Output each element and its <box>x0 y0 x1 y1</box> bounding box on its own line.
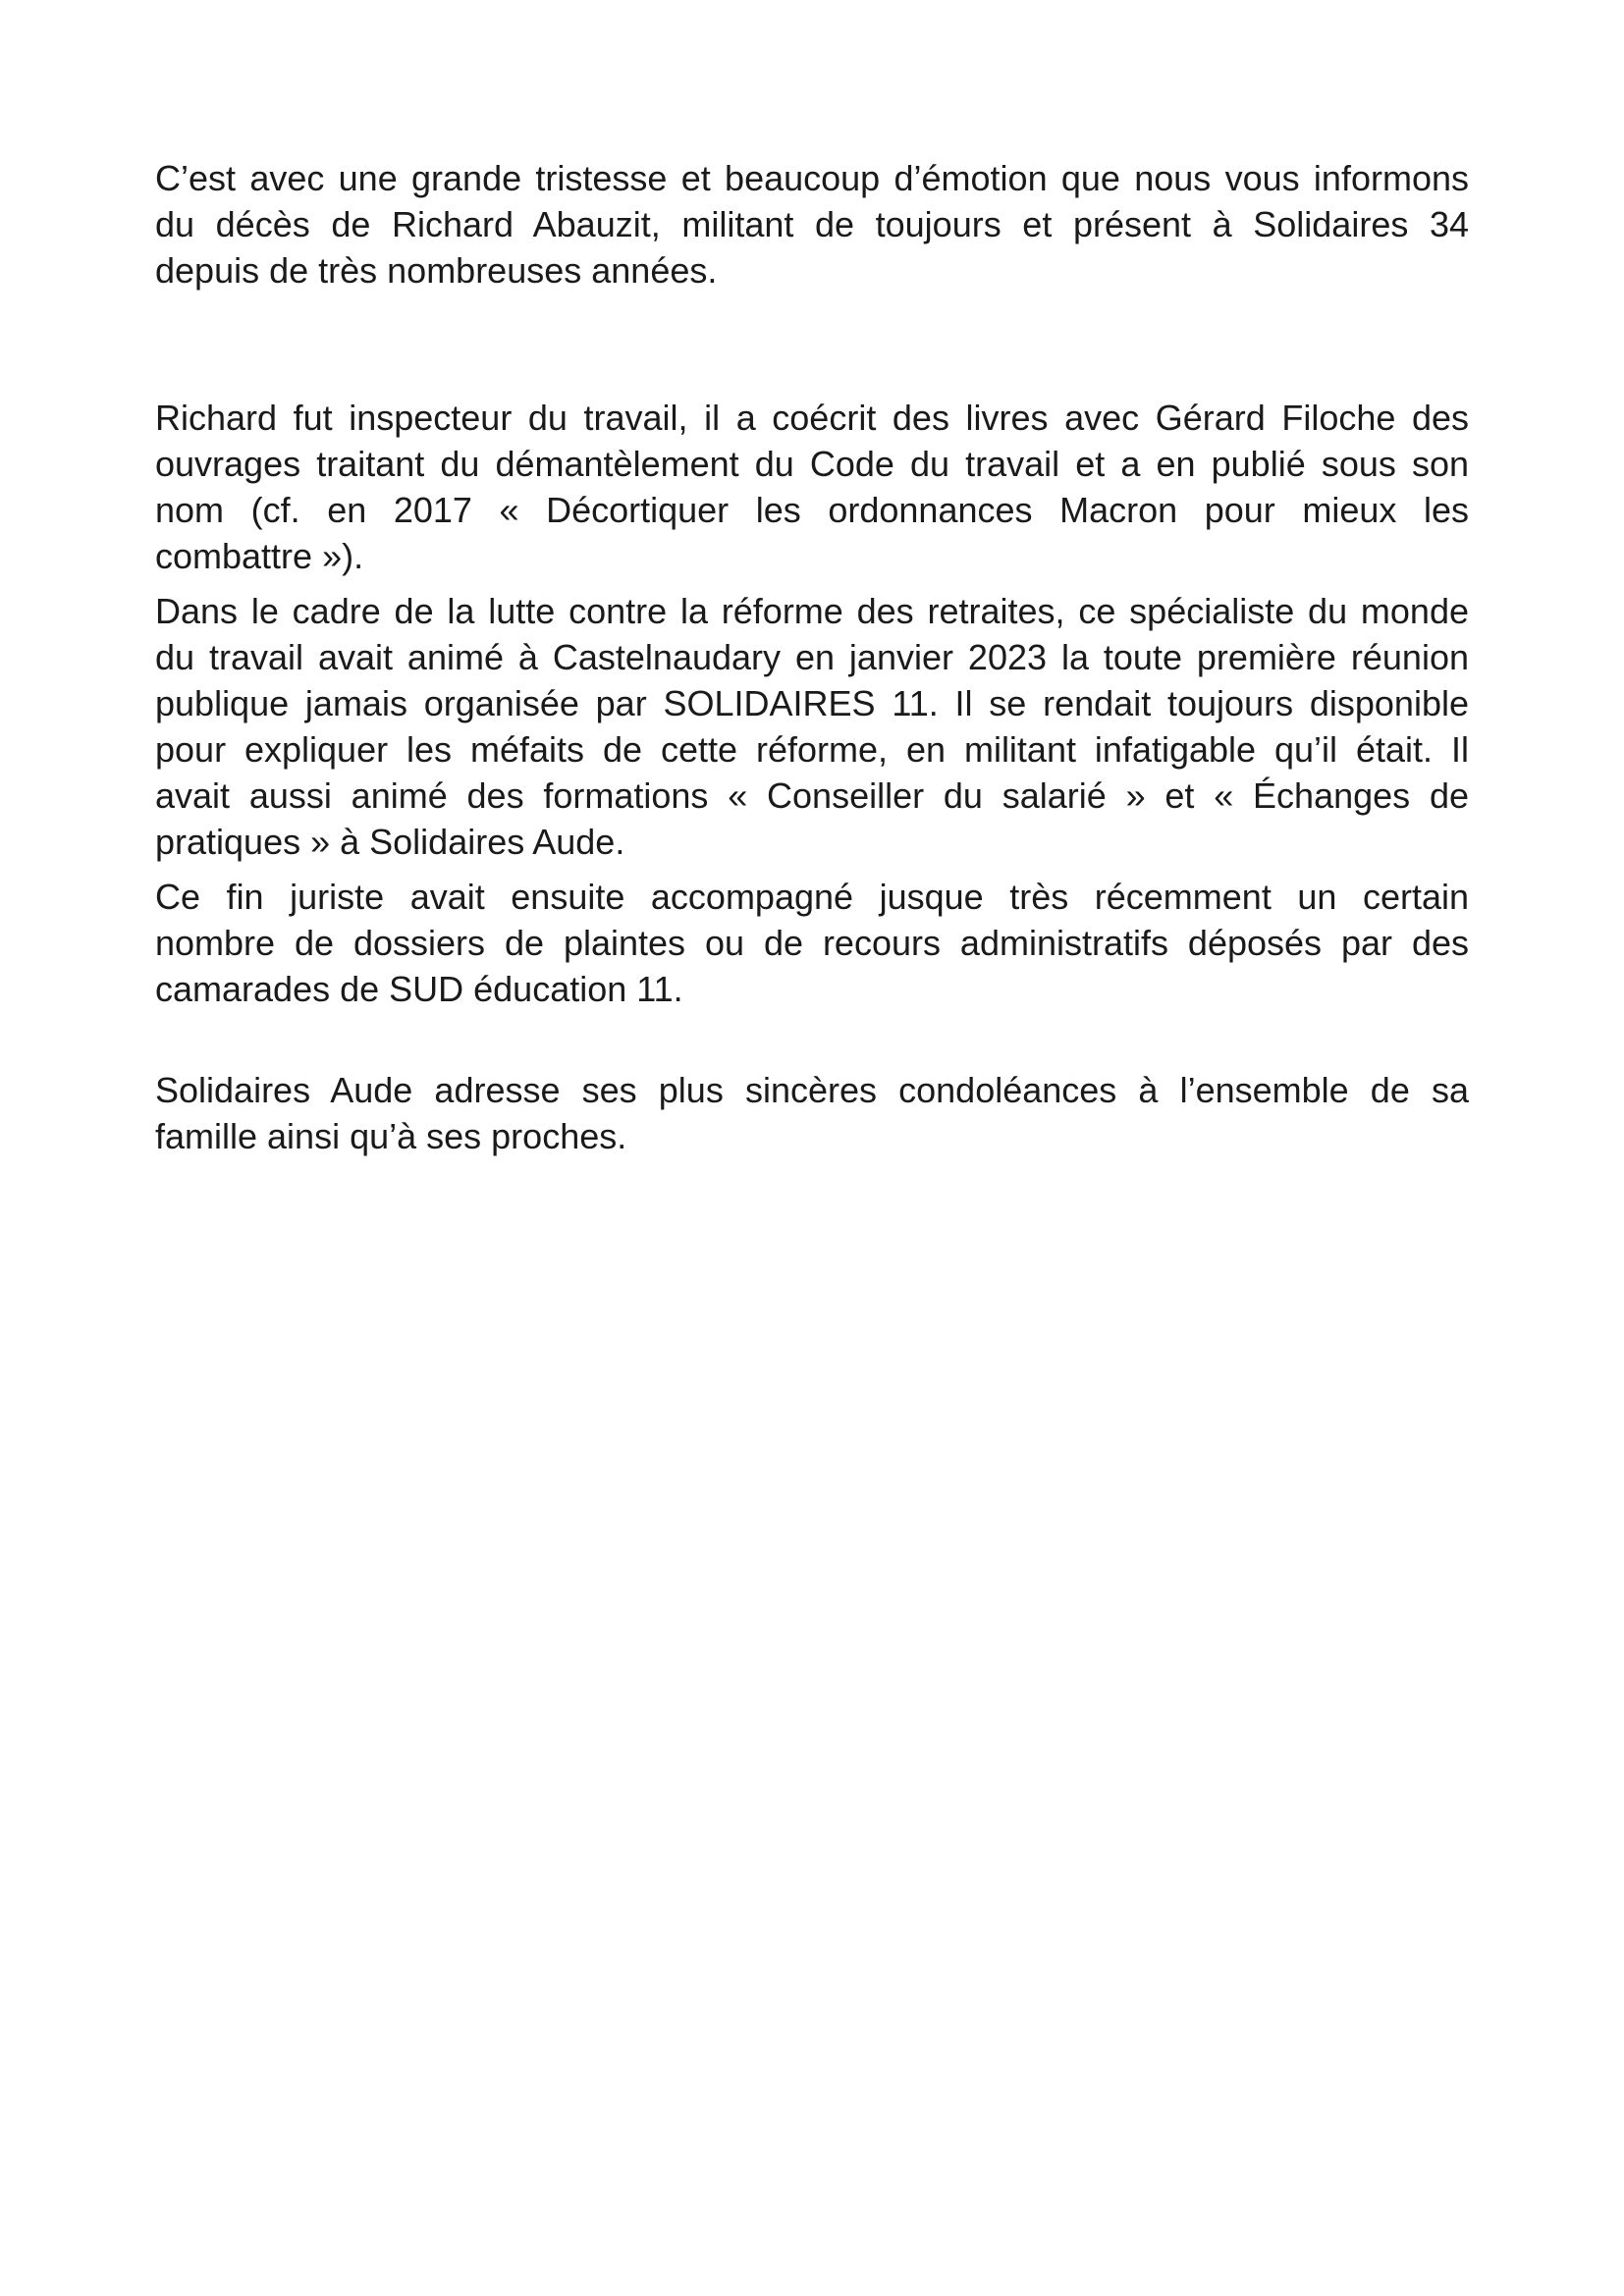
text-line: publique jamais organisée par SOLIDAIRES 11. Il se rendait toujours disponible <box>155 683 1469 723</box>
blank-space <box>155 1021 1469 1067</box>
document-content <box>155 155 1469 1168</box>
text-line: famille ainsi qu’à ses proches. <box>155 1116 627 1156</box>
text-line: ouvrages traitant du démantèlement du Code du travail et a en publié sous son <box>155 444 1469 484</box>
text-line: C’est avec une grande tristesse et beaucoup d’émotion que nous vous informons <box>155 158 1469 198</box>
paragraph <box>155 1067 1469 1159</box>
text-line: Ce fin juriste avait ensuite accompagné jusque très récemment un certain <box>155 877 1469 917</box>
text-line: nombre de dossiers de plaintes ou de recours administratifs déposés par des <box>155 923 1469 963</box>
text-line: Richard fut inspecteur du travail, il a coécrit des livres avec Gérard Filoche des <box>155 398 1469 438</box>
text-line: pour expliquer les méfaits de cette réforme, en militant infatigable qu’il était. Il <box>155 729 1469 770</box>
blank-space <box>155 302 1469 395</box>
text-line: du travail avait animé à Castelnaudary en janvier 2023 la toute première réunion <box>155 637 1469 677</box>
text-line: combattre »). <box>155 536 364 576</box>
text-line: pratiques » à Solidaires Aude. <box>155 822 625 862</box>
text-line: depuis de très nombreuses années. <box>155 250 718 291</box>
text-line: avait aussi animé des formations « Conseiller du salarié » et « Échanges de <box>155 775 1469 816</box>
text-line: du décès de Richard Abauzit, militant de toujours et présent à Solidaires 34 <box>155 204 1469 244</box>
text-line: nom (cf. en 2017 « Décortiquer les ordonnances Macron pour mieux les <box>155 490 1469 530</box>
paragraph <box>155 395 1469 579</box>
text-line: Dans le cadre de la lutte contre la réforme des retraites, ce spécialiste du monde <box>155 591 1469 631</box>
paragraph <box>155 874 1469 1012</box>
paragraph <box>155 588 1469 865</box>
paragraph <box>155 155 1469 294</box>
text-line: camarades de SUD éducation 11. <box>155 969 683 1009</box>
text-line: Solidaires Aude adresse ses plus sincères condoléances à l’ensemble de sa <box>155 1070 1469 1110</box>
